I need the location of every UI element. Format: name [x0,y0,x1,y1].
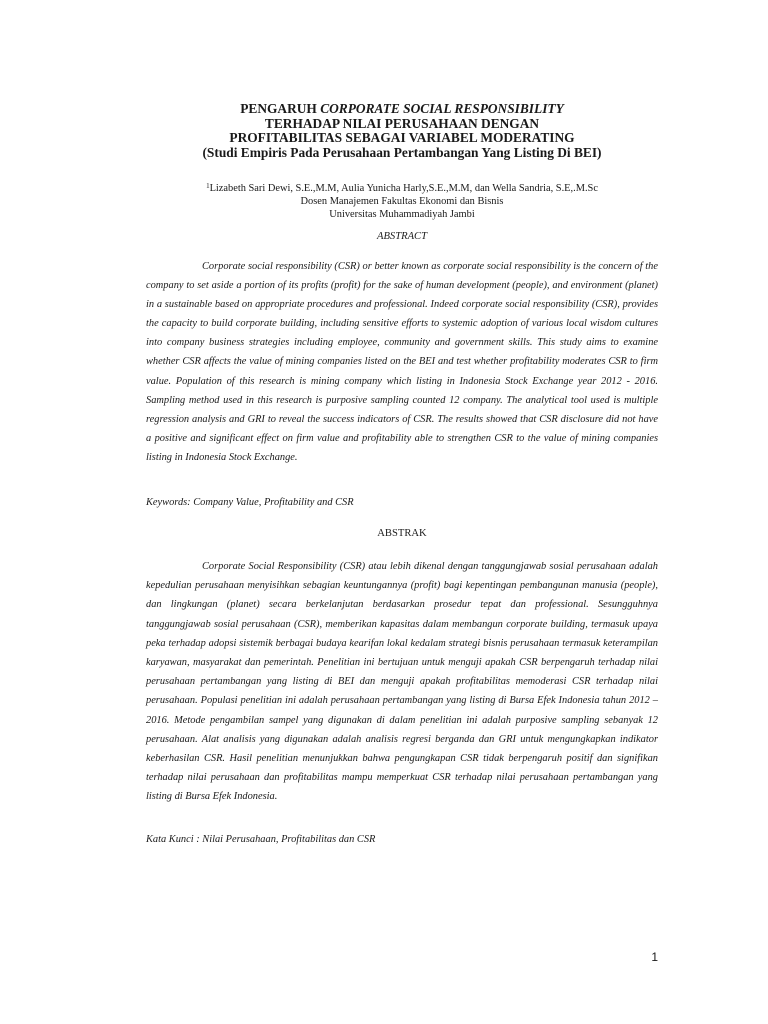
author-marker: 1 [206,182,210,190]
author-names: Lizabeth Sari Dewi, S.E.,M.M, Aulia Yunicha Harly,S.E.,M.M, dan Wella Sandria, S.E,.M.Sc [209,183,598,194]
author-block [146,180,658,221]
abstrak-text: Corporate Social Responsibility (CSR) atau lebih dikenal dengan tanggungjawab sosial perusahaan adalah kepedulian perusahaan menyisihkan sebagian keuntungannya (profit) bagi kepentingan pembangunan manusia (people), dan lingkungan (planet) secara berkelanjutan berdasarkan prosedur tepat dan professional. Sesungguhnya tanggungjawab sosial perusahaan (CSR), memberikan kapasitas dalam membangun corporate building, termasuk upaya peka terhadap adopsi sistemik berbagai budaya kearifan lokal kedalam strategi bisnis perusahaan termasuk keterampilan karyawan, masyarakat dan pemerintah. Penelitian ini bertujuan untuk menguji apakah CSR berpengaruh terhadap nilai perusahaan pertambangan yang listing di BEI dan menguji apakah profitabilitas memoderasi CSR terhadap nilai perusahaan. Populasi penelitian ini adalah perusahaan pertambangan yang listing di Bursa Efek Indonesia tahun 2012 – 2016. Metode pengambilan sampel yang digunakan di dalam penelitian ini adalah purposive sampling sebanyak 12 perusahaan. Alat analisis yang digunakan adalah analisis regresi berganda dan GRI untuk mengungkapkan indikator keberhasilan CSR. Hasil penelitian menunjukkan bahwa pengungkapan CSR tidak berpengaruh positif dan signifikan terhadap nilai perusahaan dan profitabilitas mampu memperkuat CSR terhadap nilai perusahaan pertambangan yang listing di Bursa Efek Indonesia. [146,561,658,803]
title-line-2: TERHADAP NILAI PERUSAHAAN DENGAN [264,115,540,131]
abstract-body [146,257,658,467]
title-line-1 [146,102,658,117]
abstract-text: Corporate social responsibility (CSR) or better known as corporate social responsibility is the concern of the company to set aside a portion of its profits (profit) for the sake of human development (people), and environment (planet) in a sustainable based on appropriate procedures and professional. Indeed corporate social responsibility (CSR), provides the capacity to build corporate building, including sensitive efforts to systemic adoption of various local wisdom cultures into company business strategies including employee, community and government skills. This study aims to examine whether CSR affects the value of mining companies listed on the BEI and test whether profitability moderates CSR to firm value. Population of this research is mining company which listing in Indonesia Stock Exchange year 2012 - 2016. Sampling method used in this research is purposive sampling counted 12 company. The analytical tool used is multiple regression analysis and GRI to reveal the success indicators of CSR. The results showed that CSR disclosure did not have a positive and significant effect on firm value and profitability able to strengthen CSR to the value of mining companies listing in Indonesia Stock Exchange. [146,261,658,463]
abstrak-keywords: Kata Kunci : Nilai Perusahaan, Profitabilitas dan CSR [146,834,376,845]
abstract-keywords: Keywords: Company Value, Profitability and CSR [146,497,354,508]
author-names-line [146,180,658,195]
title-line-1-prefix: PENGARUH [240,101,321,116]
title-line-3: PROFITABILITAS SEBAGAI VARIABEL MODERATING [229,130,575,146]
author-university: Universitas Muhammadiyah Jambi [329,209,475,220]
title-line-4: (Studi Empiris Pada Perusahaan Pertambangan Yang Listing Di BEI) [202,144,602,160]
title-line-1-italic: CORPORATE SOCIAL RESPONSIBILITY [320,101,564,116]
paper-title [146,102,658,160]
page-number: 1 [651,950,658,964]
author-affiliation: Dosen Manajemen Fakultas Ekonomi dan Bisnis [300,196,504,207]
abstrak-body [146,557,658,807]
abstract-heading: ABSTRACT [376,231,428,242]
abstrak-heading: ABSTRAK [377,528,427,539]
